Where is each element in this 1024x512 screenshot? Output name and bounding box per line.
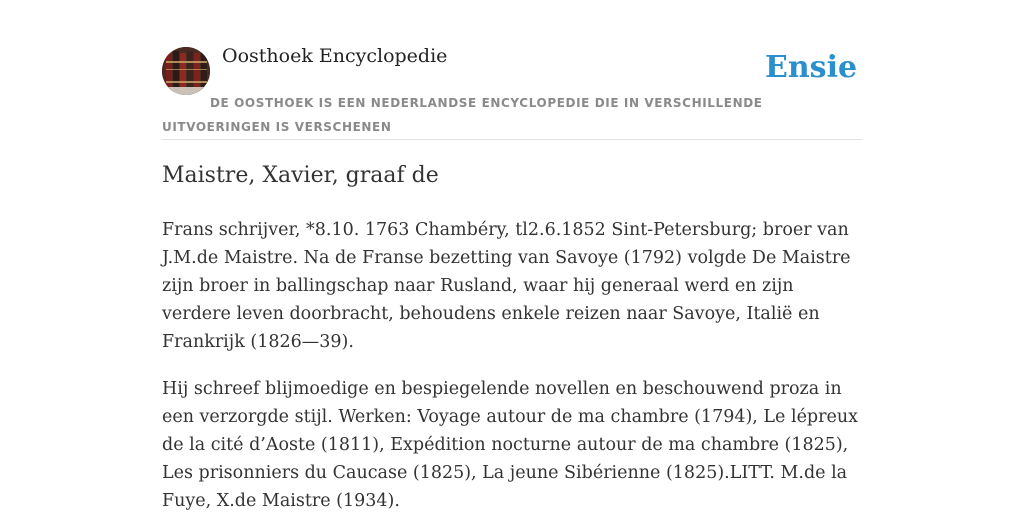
encyclopedia-books-icon bbox=[162, 47, 210, 95]
entry-body bbox=[162, 216, 866, 512]
entry-paragraph: Hij schreef blijmoedige en bespiegelende novellen en beschouwend proza in een verzorgde stijl. Werken: Voyage autour de ma chambre (1794), Le lépreux de la cité d’Aoste (1811), Expédition nocturne autour de ma chambre (1825), Les prisonniers du Caucase (1825), La jeune Sibérienne (1825).LITT. M.de la Fuye, X.de Maistre (1934). bbox=[162, 379, 858, 511]
entry-paragraph: Frans schrijver, *8.10. 1763 Chambéry, tl2.6.1852 Sint-Petersburg; broer van J.M.de Maistre. Na de Franse bezetting van Savoye (1792) volgde De Maistre zijn broer in ballingschap naar Rusland, waar hij generaal werd en zijn verdere leven doorbracht, behoudens enkele reizen naar Savoye, Italië en Frankrijk (1826—39). bbox=[162, 220, 851, 352]
entry-title: Maistre, Xavier, graaf de bbox=[162, 163, 439, 188]
source-description: DE OOSTHOEK IS EEN NEDERLANDSE ENCYCLOPEDIE DIE IN VERSCHILLENDE UITVOERINGEN IS VERSCHENEN bbox=[162, 96, 763, 134]
source-avatar[interactable] bbox=[162, 47, 210, 95]
brand-logo[interactable]: Ensie bbox=[765, 50, 858, 85]
source-title[interactable]: Oosthoek Encyclopedie bbox=[222, 45, 448, 67]
header-divider bbox=[162, 139, 862, 140]
